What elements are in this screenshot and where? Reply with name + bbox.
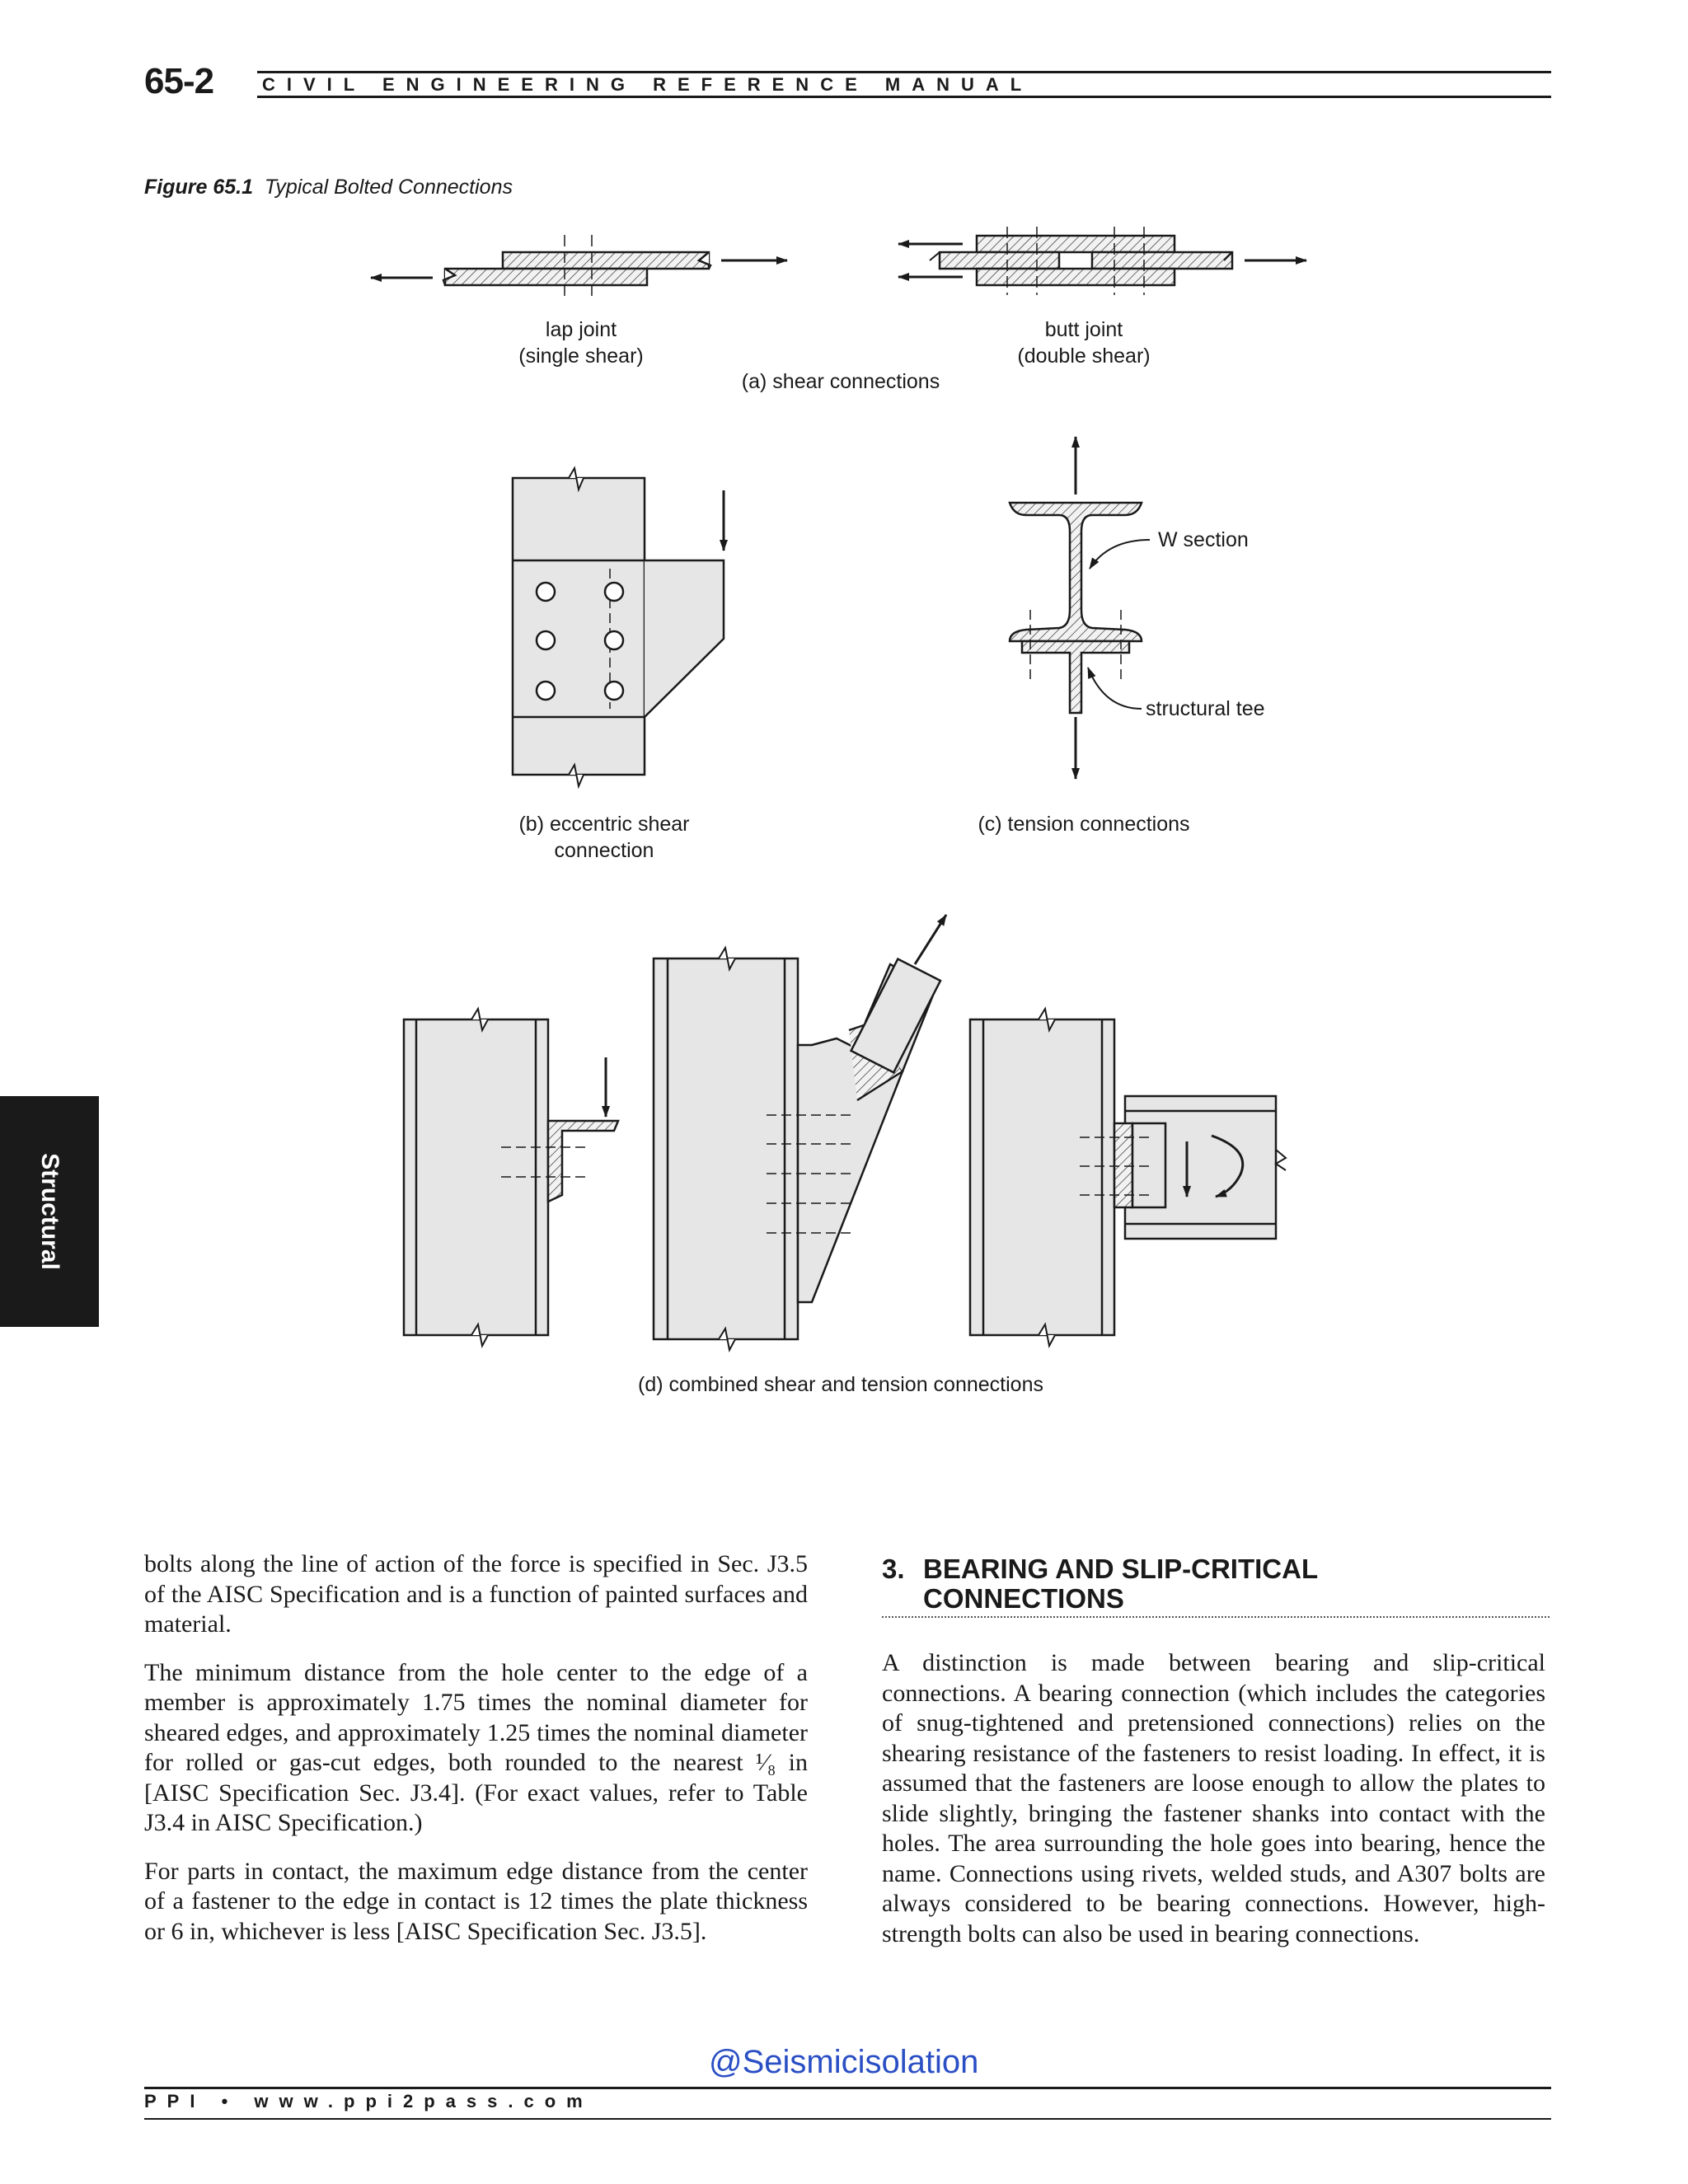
tension-connections-caption: (c) tension connections <box>978 813 1190 836</box>
lap-joint-label: lap joint <box>545 318 617 341</box>
lap-joint-sublabel: (single shear) <box>518 344 644 368</box>
footer-rule-bottom <box>144 2118 1551 2120</box>
shear-connections-caption: (a) shear connections <box>741 370 940 393</box>
butt-joint-label: butt joint <box>1044 318 1123 341</box>
figure-title: Typical Bolted Connections <box>264 176 513 199</box>
watermark: @Seismicisolation <box>709 2044 979 2080</box>
section-body: A distinction is made between bearing and slip-critical connections. A bearing connection (which includes the categories of snug-tightened and pretensioned connections) relies on the shearing resistance of the fasteners to resist loading. In effect, it is assumed that the fasteners are loose enough to allow the plates to slide slightly, bringing the fastener shanks into contact with the holes. The area surrounding the hole goes into bearing, hence the name. Connections using rivets, welded studs, and A307 bolts are always considered to be bearing connections. However, high-strength bolts can also be used in bearing connections. <box>882 1649 1545 1947</box>
left-paragraph-3: For parts in contact, the maximum edge distance from the center of a fastener to the edge in contact is 12 times the plate thickness or 6 in, whichever is less [AISC Specification Sec. J3.5]. <box>144 1857 808 1945</box>
footer-text: PPI • www.ppi2pass.com <box>144 2091 593 2111</box>
right-column <box>882 1648 1545 1967</box>
w-section-label: W section <box>1158 528 1249 551</box>
side-tab-label: Structural <box>36 1153 63 1270</box>
eccentric-shear-caption-2: connection <box>554 839 654 862</box>
left-paragraph-2: The minimum distance from the hole center to the edge of a member is approximately 1.75 times the nominal diameter for sheared edges, and approximately 1.25 times the nominal diameter for rolled or gas-cut edges, both rounded to the nearest ¹⁄₈ in [AISC Specification Sec. J3.4]. (For exact values, refer to Table J3.4 in AISC Specification.) <box>144 1658 808 1836</box>
page-number: 65-2 <box>144 61 214 101</box>
footer-rule-top <box>144 2087 1551 2089</box>
eccentric-shear-drawing <box>513 468 724 786</box>
lap-joint-drawing <box>371 235 787 301</box>
butt-joint-drawing <box>898 227 1306 295</box>
combined-connection-middle <box>654 915 946 1350</box>
combined-connections-caption: (d) combined shear and tension connections <box>638 1373 1043 1396</box>
combined-connection-left <box>404 1009 618 1346</box>
section-divider <box>882 1616 1550 1618</box>
left-paragraph-1: bolts along the line of action of the force is specified in Sec. J3.5 of the AISC Specification and is a function of painted surfaces and material. <box>144 1550 808 1638</box>
combined-connection-right <box>970 1009 1286 1346</box>
eccentric-shear-caption: (b) eccentric shear <box>518 813 690 836</box>
section-heading <box>882 1554 1550 1614</box>
butt-joint-sublabel: (double shear) <box>1017 344 1151 368</box>
section-number: 3. <box>882 1554 905 1584</box>
structural-tee-label: structural tee <box>1146 697 1265 720</box>
running-title: CIVIL ENGINEERING REFERENCE MANUAL <box>262 74 1034 95</box>
tension-connection-drawing <box>1010 437 1150 779</box>
left-column <box>144 1549 808 1965</box>
figure-number: Figure 65.1 <box>144 176 253 199</box>
section-title-line2: CONNECTIONS <box>923 1583 1124 1614</box>
section-title-line1: BEARING AND SLIP-CRITICAL <box>923 1554 1319 1584</box>
